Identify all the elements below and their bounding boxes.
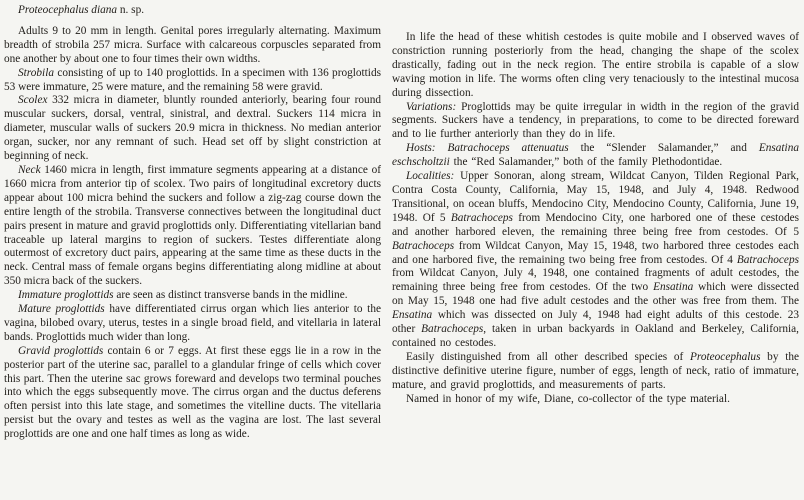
paragraph — [4, 164, 381, 289]
text-run: are seen as distinct transverse bands in the midline. — [113, 289, 348, 302]
italic-text-run: Hosts: Batrachoceps attenuatus — [406, 142, 569, 155]
italic-text-run: Batrachoceps — [450, 211, 513, 224]
italic-text-run: Localities: — [406, 170, 455, 183]
text-run: from Wildcat Canyon, May 15, 1948, two harbored three cestodes each and one harbored five, the remaining two being free from cestodes. Of 4 — [392, 239, 799, 266]
paragraph — [4, 345, 381, 442]
italic-text-run: Gravid proglottids — [18, 344, 104, 357]
paragraph — [392, 31, 799, 101]
italic-text-run: Ensatina — [392, 309, 433, 322]
text-run: 332 micra in diameter, bluntly rounded anteriorly, bearing four round muscular suckers, dorsal, ventral, sinistral, and dextral. Suckers 114 micra in diameter, muscular walls of suckers 20.9 micra in thickness. No median anterior organ, sucker, nor any remnant of such. Head set off by slight constriction at beginning of neck. — [4, 94, 381, 163]
italic-text-run: Variations: — [406, 100, 457, 113]
text-run: In life the head of these whitish cestodes is quite mobile and I observed waves of constriction running posteriorly from the head, changing the shape of the scolex drastically, fading out in the neck region. The entire strobila is capable of a slow waving motion in life. The worms often cling very tenaciously to the intestinal mucosa during dissection. — [392, 31, 799, 99]
text-run: Adults 9 to 20 mm in length. Genital pores irregularly alternating. Maximum breadth of strobila 257 micra. Surface with calcareous corpuscles separated from one another by about one to four times their own widths. — [4, 24, 381, 65]
text-run: Upper Sonoran, along stream, Wildcat Canyon, Tilden Regional Park, Contra Costa County, California, May 15, 1948, and July 4, 1948. Redwood Transitional, on ocean bluffs, Mendocino City, Mendocino County, California, June 19, 1948. Of 5 — [392, 170, 799, 224]
text-run: from Wildcat Canyon, July 4, 1948, one contained fragments of adult cestodes, the remaining three being free from cestodes. Of the two — [392, 267, 799, 294]
text-run: which were dissected on May 15, 1948 one had five adult cestodes and the other was free from them. The — [392, 281, 799, 308]
text-run: the “Red Salamander,” both of the family Plethodontidae. — [449, 156, 723, 169]
paragraph — [392, 170, 799, 351]
italic-text-run: Immature proglottids — [18, 289, 114, 302]
italic-text-run: Scolex — [18, 94, 48, 107]
text-run: have differentiated cirrus organ which lies anterior to the vagina, bilobed ovary, uterus, testes in a single broad field, and vitellaria in lateral bands. Proglottids much wider than long. — [4, 303, 381, 343]
paragraph — [392, 101, 799, 143]
species-name-roman: n. sp. — [117, 4, 145, 16]
italic-text-run: Ensatina — [653, 281, 694, 294]
paragraph — [4, 25, 381, 67]
italic-text-run: Strobila — [18, 66, 54, 79]
italic-text-run: Batrachoceps — [421, 323, 484, 336]
paragraph — [392, 351, 799, 393]
left-column — [4, 0, 381, 442]
italic-text-run: Batrachoceps — [736, 253, 799, 266]
text-run: , taken in urban backyards in Oakland and Berkeley, California, contained no cestodes. — [392, 323, 799, 349]
paragraph — [4, 94, 381, 164]
text-run: Named in honor of my wife, Diane, co-collector of the type material. — [406, 392, 730, 405]
italic-text-run: Neck — [18, 163, 41, 176]
right-column — [392, 0, 799, 406]
italic-text-run: Ensatina eschscholtzii — [392, 142, 799, 169]
left-column-paragraphs — [4, 25, 381, 442]
paragraph — [392, 393, 799, 407]
paragraph — [4, 67, 381, 95]
paragraph — [4, 289, 381, 303]
text-run: Proglottids may be quite irregular in width in the region of the gravid segments. Suckers have a tendency, in preparations, to come to be directed foreward and to lie further anteriorly than they do in life. — [392, 100, 799, 141]
right-column-paragraphs — [392, 31, 799, 406]
species-name-italic: Proteocephalus diana — [18, 4, 118, 16]
text-run: contain 6 or 7 eggs. At first these eggs lie in a row in the posterior part of the uterine sac, parallel to a glandular fringe of cells which cover this part. Then the uterine sac grows foreward and develops two terminal pouches into which the eggs subsequently move. The cirrus organ and the ductus deferens often persist into this late stage, and sometimes the vitelline ducts. The vitellaria persist but the ovary and testes as well as the vagina are lost. The last several proglottids are one and one half times as long as wide. — [4, 344, 381, 441]
text-run: 1460 micra in length, first immature segments appearing at a distance of 1660 micra from anterior tip of scolex. Two pairs of longitudinal excretory ducts appear about 100 micra behind the suckers and follow a zig-zag course down the entire length of the strobila. Transverse connectives between the longitudinal duct pairs present in mature and gravid proglottids only. Differentiating vitellarian band traceable up lateral margins to region of suckers. Testes differentiate along outermost of excretory duct pairs, appearing at the same time as these ducts in the neck. Central mass of female organs begins differentiating along midline at about 350 micra back of the suckers. — [4, 163, 381, 288]
text-run: consisting of up to 140 proglottids. In a specimen with 136 proglottids 53 were immature, 25 were mature, and the remaining 58 were gravid. — [4, 66, 381, 93]
italic-text-run: Mature proglottids — [18, 303, 105, 316]
text-run: from Mendocino City, one harbored one of these cestodes and another harbored eleven, the remaining three being free from cestodes. Of 5 — [392, 211, 799, 238]
text-run: Easily distinguished from all other described species of — [406, 350, 690, 363]
species-title — [4, 4, 381, 18]
text-run: which was dissected on July 4, 1948 had eight adults of this cestode. 23 other — [392, 309, 799, 336]
paragraph — [392, 142, 799, 170]
paragraph — [4, 303, 381, 345]
text-run: the “Slender Salamander,” and — [568, 142, 759, 155]
text-run: by the distinctive definitive uterine figure, number of eggs, length of neck, ratio of immature, mature, and gravid proglottids, and measurements of parts. — [392, 350, 799, 391]
italic-text-run: Proteocephalus — [689, 350, 761, 363]
italic-text-run: Batrachoceps — [392, 239, 455, 252]
